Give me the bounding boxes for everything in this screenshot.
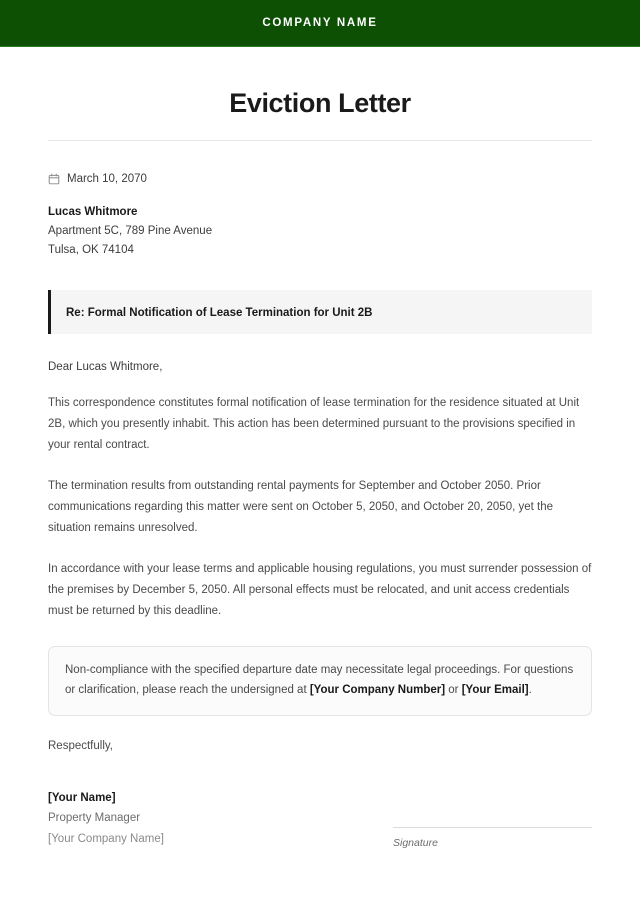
body-paragraph-2: The termination results from outstanding rental payments for September and October 2050. Prior communications regarding this matter were sent on October 5, 2050, and October 20, 2050, yet the situation remains unresolved. [48,480,554,534]
letter-date: March 10, 2070 [67,173,147,186]
recipient-name: Lucas Whitmore [48,206,138,219]
callout-text-before: Non-compliance with the specified departure date may necessitate legal proceedings. For questions or clarification, please reach the undersigned at [65,663,574,697]
signer-role: Property Manager [48,812,141,825]
callout-text-after: . [528,684,532,697]
company-name: COMPANY NAME [262,17,378,29]
subject-banner [48,290,592,334]
body-paragraph-3: In accordance with your lease terms and applicable housing regulations, you must surrender possession of the premises by December 5, 2050. All personal effects must be relocated, and unit access credentials must be returned by this deadline. [48,562,592,617]
signer-company: [Your Company Name] [48,832,164,845]
body-paragraph-1: This correspondence constitutes formal notification of lease termination for the residence situated at Unit 2B, which you presently inhabit. This action has been determined pursuant to the provisions specified in your rental contract. [48,397,580,452]
signature-line [393,827,592,828]
subject-text: Re: Formal Notification of Lease Termination for Unit 2B [66,307,373,320]
recipient-address-line-2: Tulsa, OK 74104 [48,243,134,256]
date-row [48,173,592,185]
calendar-icon [48,173,60,185]
recipient-block [48,203,592,259]
salutation: Dear Lucas Whitmore, [48,361,163,374]
page-title: Eviction Letter [229,88,411,118]
callout-text-between: or [445,684,462,697]
letter-sheet [0,87,640,849]
notice-callout [48,646,592,716]
signer-block [48,788,164,849]
recipient-address-line-1: Apartment 5C, 789 Pine Avenue [48,225,213,238]
signer-name: [Your Name] [48,791,116,804]
callout-text [65,664,573,697]
header-band [0,0,640,47]
signature-area [48,788,592,849]
callout-placeholder-phone: [Your Company Number] [309,684,446,697]
signature-slot[interactable] [393,825,592,849]
callout-placeholder-email: [Your Email] [461,684,529,697]
signature-label: Signature [393,837,438,850]
title-divider [48,140,592,141]
closing-salutation: Respectfully, [48,739,113,752]
